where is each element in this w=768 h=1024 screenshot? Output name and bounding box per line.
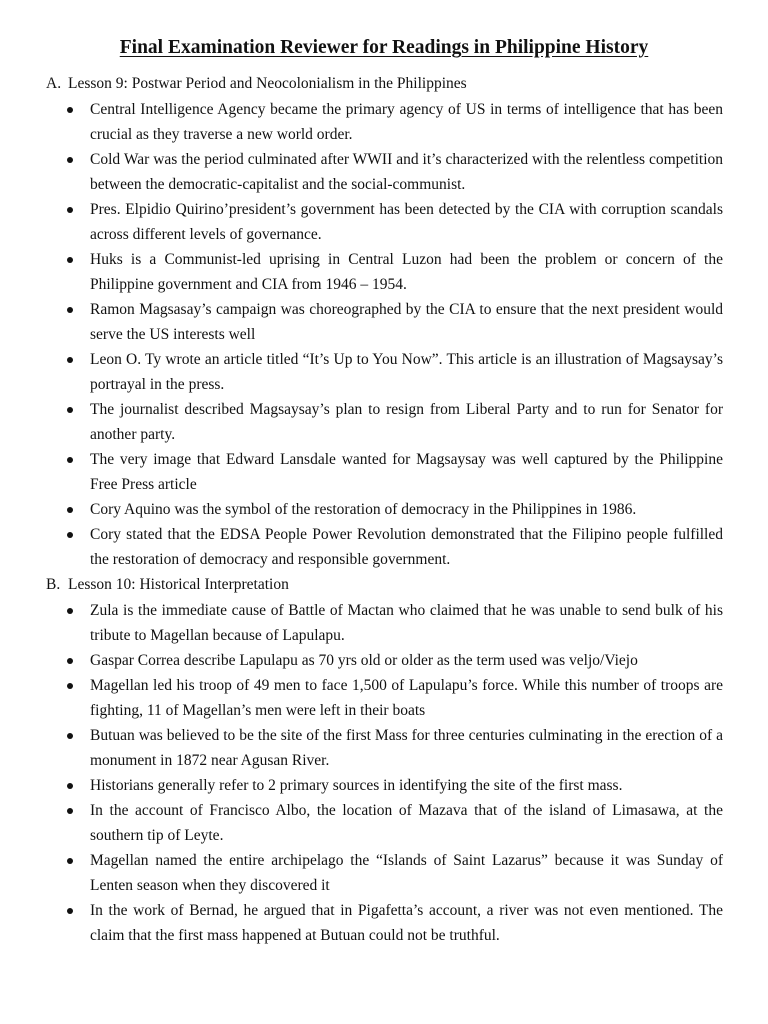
bullet-dot-icon — [67, 783, 73, 789]
bullet-dot-icon — [67, 808, 73, 814]
bullet-dot-icon — [67, 307, 73, 313]
bullet-dot-icon — [67, 207, 73, 213]
list-item: Huks is a Communist-led uprising in Central Luzon had been the problem or concern of the Philippine government and CIA from 1946 – 1954. — [63, 247, 723, 297]
section-heading-a — [46, 74, 467, 94]
bullet-dot-icon — [67, 858, 73, 864]
list-item: The very image that Edward Lansdale wanted for Magsaysay was well captured by the Philippine Free Press article — [63, 447, 723, 497]
list-item: Historians generally refer to 2 primary sources in identifying the site of the first mass. — [63, 773, 723, 798]
bullet-dot-icon — [67, 683, 73, 689]
list-item: Leon O. Ty wrote an article titled “It’s Up to You Now”. This article is an illustration of Magsaysay’s portrayal in the press. — [63, 347, 723, 397]
list-item: In the account of Francisco Albo, the location of Mazava that of the island of Limasawa, at the southern tip of Leyte. — [63, 798, 723, 848]
list-item: Pres. Elpidio Quirino’president’s government has been detected by the CIA with corruption scandals across different levels of governance. — [63, 197, 723, 247]
list-item: In the work of Bernad, he argued that in Pigafetta’s account, a river was not even mentioned. The claim that the first mass happened at Butuan could not be truthful. — [63, 898, 723, 948]
section-title: Lesson 10: Historical Interpretation — [68, 576, 289, 593]
list-item: Ramon Magsasay’s campaign was choreographed by the CIA to ensure that the next president would serve the US interests well — [63, 297, 723, 347]
bullet-dot-icon — [67, 507, 73, 513]
section-title: Lesson 9: Postwar Period and Neocolonialism in the Philippines — [68, 75, 467, 92]
bullet-dot-icon — [67, 658, 73, 664]
list-item: Cory stated that the EDSA People Power Revolution demonstrated that the Filipino people fulfilled the restoration of democracy and responsible government. — [63, 522, 723, 572]
bullet-dot-icon — [67, 908, 73, 914]
bullet-dot-icon — [67, 257, 73, 263]
bullet-dot-icon — [67, 733, 73, 739]
list-item: Gaspar Correa describe Lapulapu as 70 yrs old or older as the term used was veljo/Viejo — [63, 648, 723, 673]
section-letter: B. — [46, 576, 61, 593]
list-item: Cold War was the period culminated after WWII and it’s characterized with the relentless competition between the democratic-capitalist and the social-communist. — [63, 147, 723, 197]
list-item: Central Intelligence Agency became the primary agency of US in terms of intelligence that has been crucial as they traverse a new world order. — [63, 97, 723, 147]
section-letter: A. — [46, 75, 62, 92]
section-heading-b — [46, 575, 289, 595]
bullet-dot-icon — [67, 457, 73, 463]
list-item: Cory Aquino was the symbol of the restoration of democracy in the Philippines in 1986. — [63, 497, 723, 522]
list-item: Butuan was believed to be the site of the first Mass for three centuries culminating in the erection of a monument in 1872 near Agusan River. — [63, 723, 723, 773]
bullet-list-b — [63, 598, 723, 948]
bullet-dot-icon — [67, 608, 73, 614]
bullet-dot-icon — [67, 357, 73, 363]
list-item: Zula is the immediate cause of Battle of Mactan who claimed that he was unable to send bulk of his tribute to Magellan because of Lapulapu. — [63, 598, 723, 648]
page-title: Final Examination Reviewer for Readings in Philippine History — [119, 37, 649, 58]
bullet-dot-icon — [67, 107, 73, 113]
bullet-list-a — [63, 97, 723, 572]
list-item: Magellan named the entire archipelago the “Islands of Saint Lazarus” because it was Sunday of Lenten season when they discovered it — [63, 848, 723, 898]
bullet-dot-icon — [67, 407, 73, 413]
list-item: The journalist described Magsaysay’s plan to resign from Liberal Party and to run for Senator for another party. — [63, 397, 723, 447]
list-item: Magellan led his troop of 49 men to face 1,500 of Lapulapu’s force. While this number of troops are fighting, 11 of Magellan’s men were left in their boats — [63, 673, 723, 723]
bullet-dot-icon — [67, 157, 73, 163]
bullet-dot-icon — [67, 532, 73, 538]
